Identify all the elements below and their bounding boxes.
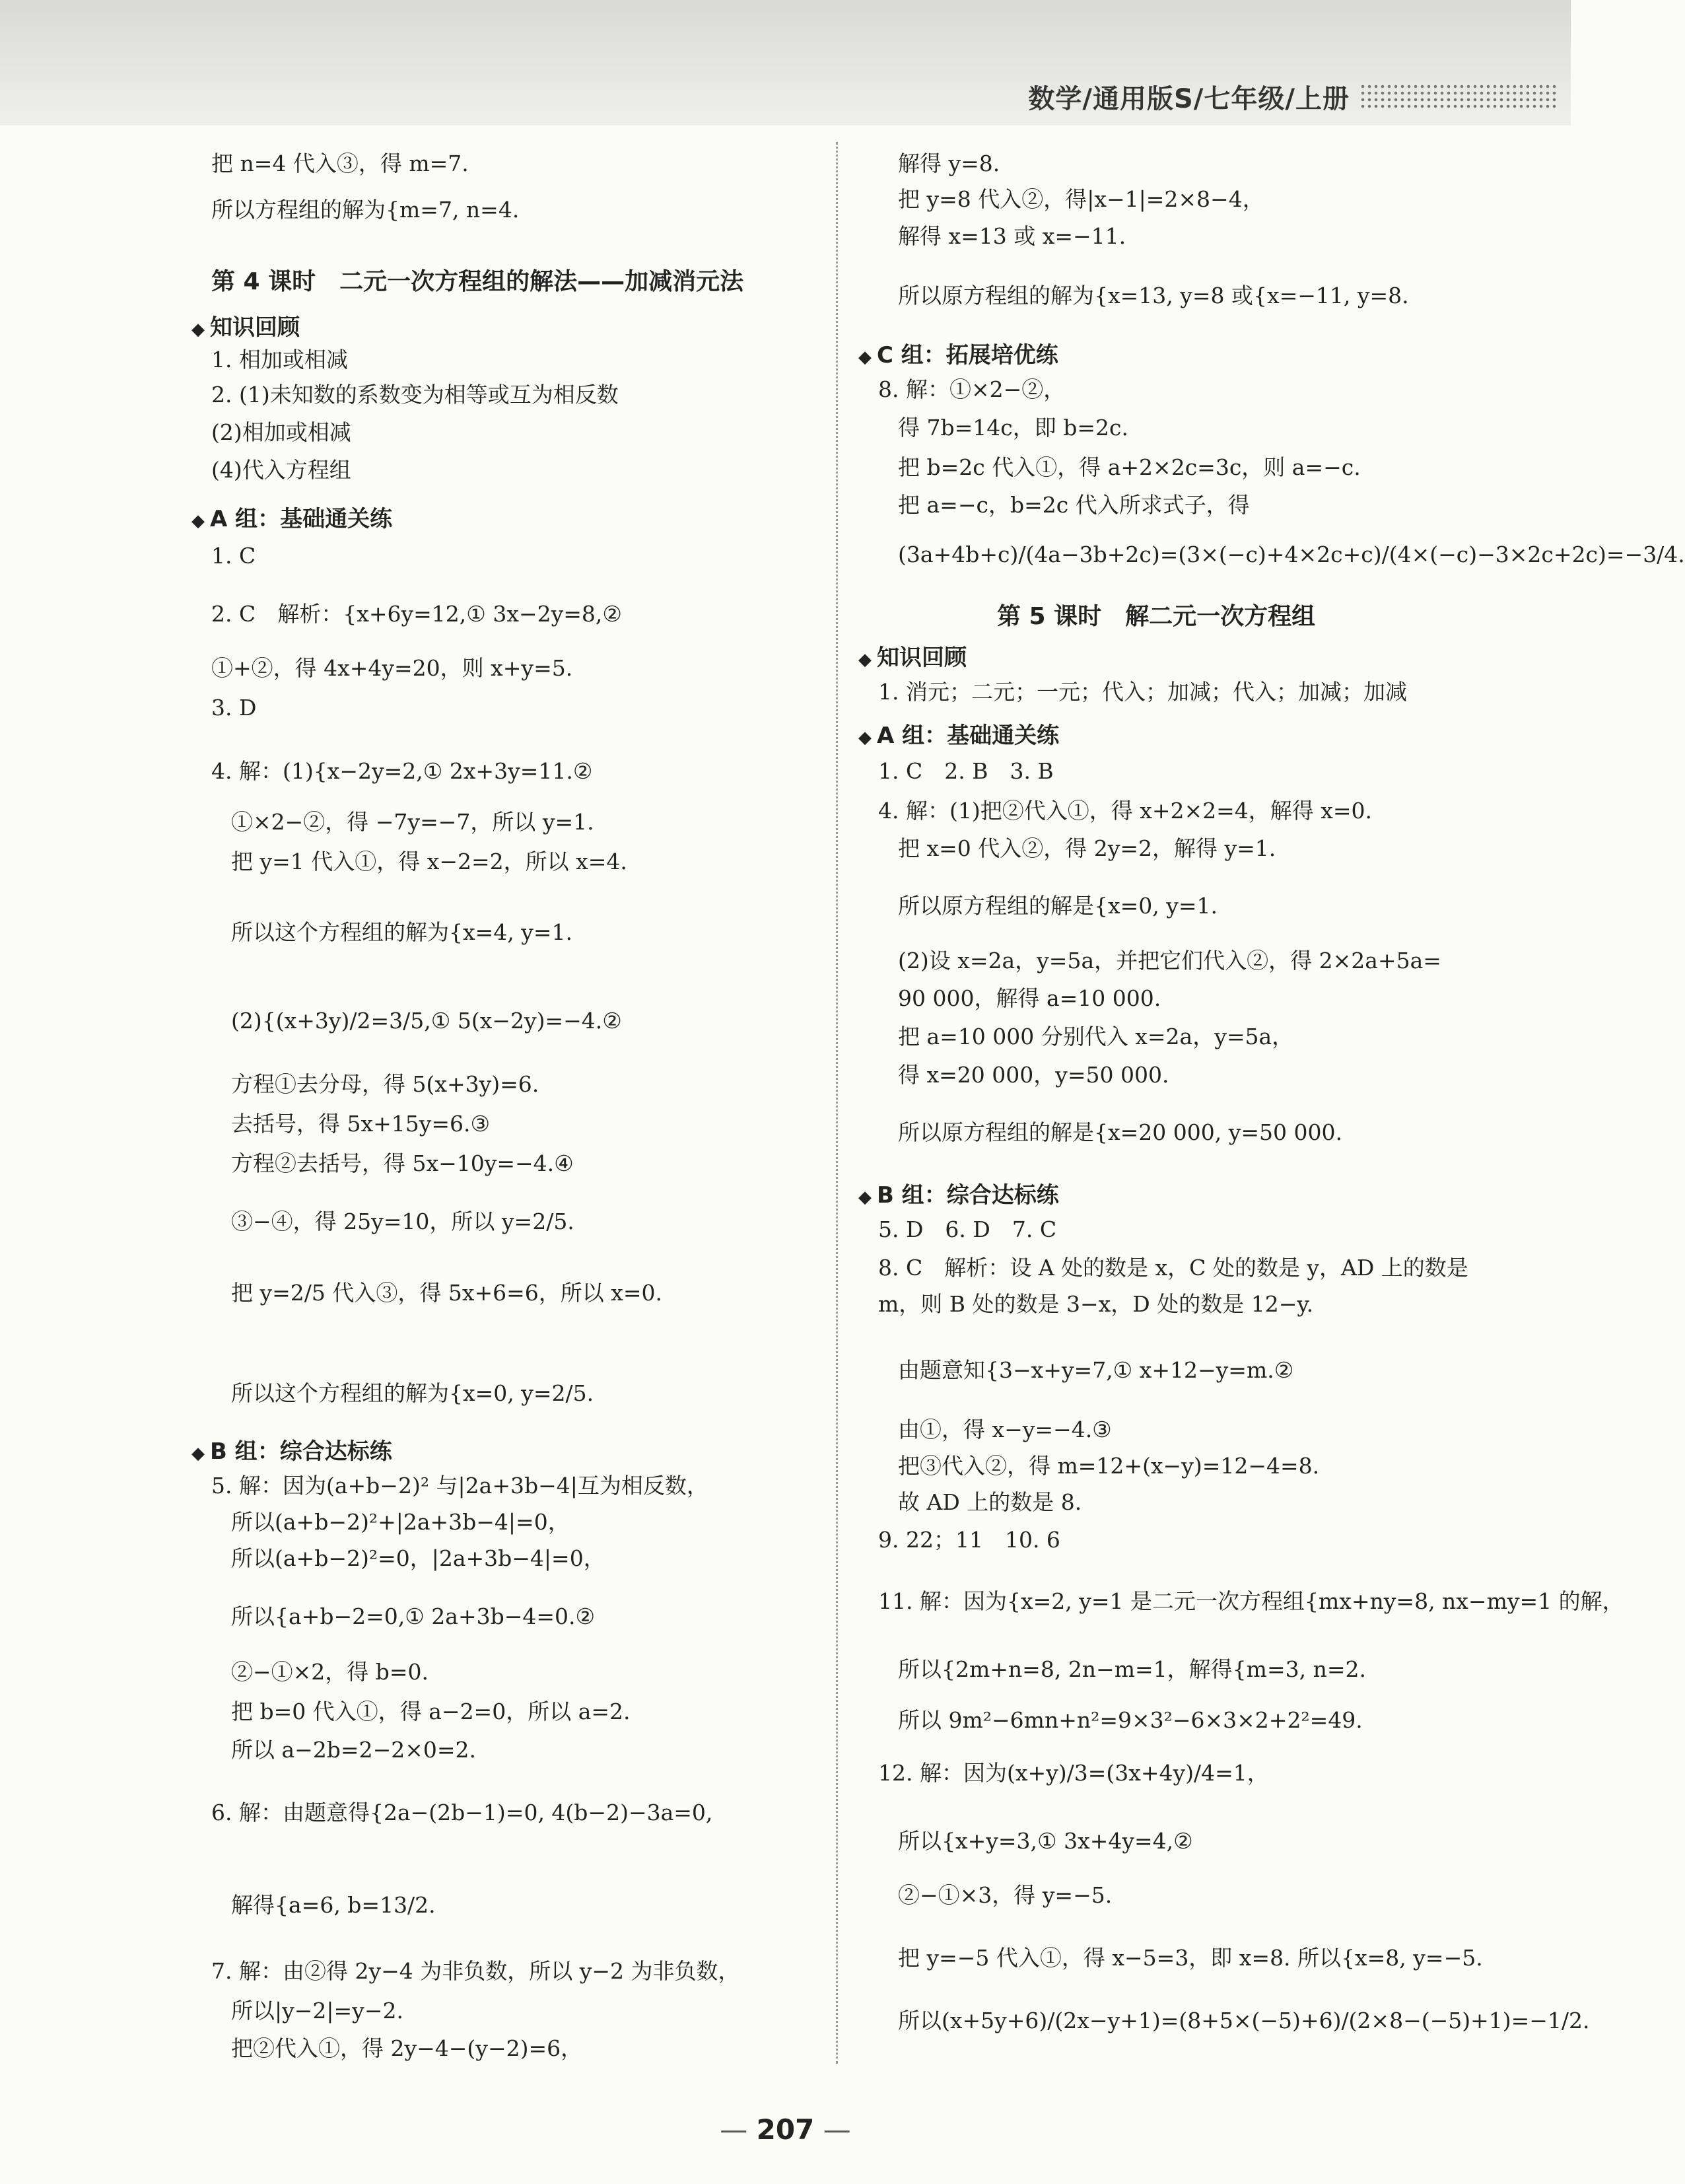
section-heading: ◆ A 组：基础通关练 [191,506,393,532]
text-line: 把 b=2c 代入①，得 a+2×2c=3c，则 a=−c. [898,454,1361,480]
text-line: 2. (1)未知数的系数变为相等或互为相反数 [211,382,619,407]
text-line: 由题意知{3−x+y=7,① x+12−y=m.② [898,1357,1294,1383]
text-line: 8. 解：①×2−②， [878,376,1066,402]
text-line: 所以{2m+n=8, 2n−m=1，解得{m=3, n=2. [898,1656,1366,1682]
text-line: 所以原方程组的解为{x=13, y=8 或{x=−11, y=8. [898,283,1409,308]
text-line: 所以|y−2|=y−2. [231,1998,403,2024]
text-line: 解得 x=13 或 x=−11. [898,223,1126,249]
text-line: 2. C 解析：{x+6y=12,① 3x−2y=8,② [211,601,622,627]
text-line: ①×2−②，得 −7y=−7，所以 y=1. [231,809,594,835]
page-number: — 207 — [0,2113,1571,2146]
text-line: 所以(a+b−2)²+|2a+3b−4|=0， [231,1509,570,1535]
text-line: 1. 相加或相减 [211,347,348,372]
text-line: 把 x=0 代入②，得 2y=2，解得 y=1. [898,835,1276,861]
text-line: 7. 解：由②得 2y−4 为非负数，所以 y−2 为非负数， [211,1958,740,1984]
text-line: (2)设 x=2a，y=5a，并把它们代入②，得 2×2a+5a= [898,948,1441,973]
text-line: 所以 a−2b=2−2×0=2. [231,1737,477,1763]
text-line: (2){(x+3y)/2=3/5,① 5(x−2y)=−4.② [231,1008,622,1034]
text-line: (4)代入方程组 [211,457,351,483]
text-line: 5. D 6. D 7. C [878,1216,1057,1242]
text-line: 把 n=4 代入③，得 m=7. [211,151,469,176]
text-line: 所以原方程组的解是{x=0, y=1. [898,893,1218,919]
column-divider [836,142,838,2064]
text-line: 去括号，得 5x+15y=6.③ [231,1111,491,1137]
section-heading: ◆ 知识回顾 [858,645,967,671]
diamond-icon: ◆ [191,320,205,339]
text-line: 所以{a+b−2=0,① 2a+3b−4=0.② [231,1603,596,1629]
text-line: ③−④，得 25y=10，所以 y=2/5. [231,1209,574,1234]
text-line: 所以原方程组的解是{x=20 000, y=50 000. [898,1119,1342,1145]
text-line: ②−①×2，得 b=0. [231,1659,429,1685]
text-line: 故 AD 上的数是 8. [898,1489,1082,1515]
section-heading: ◆ B 组：综合达标练 [858,1182,1059,1209]
text-line: 1. C [211,543,256,569]
text-line: 所以(a+b−2)²=0，|2a+3b−4|=0， [231,1545,605,1571]
text-line: 把 y=2/5 代入③，得 5x+6=6，所以 x=0. [231,1280,663,1306]
text-line: 4. 解：(1)把②代入①，得 x+2×2=4，解得 x=0. [878,798,1372,824]
text-line: 8. C 解析：设 A 处的数是 x，C 处的数是 y，AD 上的数是 [878,1255,1468,1281]
text-line: 5. 解：因为(a+b−2)² 与|2a+3b−4|互为相反数， [211,1473,708,1498]
text-line: 把 a=−c，b=2c 代入所求式子，得 [898,492,1250,518]
text-line: 所以 9m²−6mn+n²=9×3²−6×3×2+2²=49. [898,1707,1363,1733]
diamond-icon: ◆ [858,347,872,367]
text-line: 12. 解：因为(x+y)/3=(3x+4y)/4=1， [878,1760,1269,1786]
text-line: 方程①去分母，得 5(x+3y)=6. [231,1071,539,1097]
text-line: 所以这个方程组的解为{x=4, y=1. [231,919,573,945]
text-line: 3. D [211,695,257,721]
text-line: 所以这个方程组的解为{x=0, y=2/5. [231,1380,594,1406]
section-heading: ◆ B 组：综合达标练 [191,1438,392,1465]
text-line: 方程②去括号，得 5x−10y=−4.④ [231,1150,574,1176]
text-line: 把②代入①，得 2y−4−(y−2)=6， [231,2035,583,2061]
lesson-title: 第 4 课时 二元一次方程组的解法——加减消元法 [211,268,744,295]
header-decoration [1359,83,1558,108]
text-line: 解得{a=6, b=13/2. [231,1892,436,1918]
text-line: 得 x=20 000，y=50 000. [898,1062,1169,1088]
text-line: 4. 解：(1){x−2y=2,① 2x+3y=11.② [211,758,593,784]
lesson-title: 第 5 课时 解二元一次方程组 [997,603,1316,630]
section-heading: ◆ C 组：拓展培优练 [858,342,1058,369]
section-heading: ◆ 知识回顾 [191,314,300,341]
text-line: 由①，得 x−y=−4.③ [898,1417,1112,1442]
text-line: (3a+4b+c)/(4a−3b+2c)=(3×(−c)+4×2c+c)/(4×(−c)−3×2c+2c)=−3/4. [898,542,1685,567]
book-title: 数学/通用版S/七年级/上册 [1028,84,1350,114]
text-line: 所以(x+5y+6)/(2x−y+1)=(8+5×(−5)+6)/(2×8−(−5)+1)=−1/2. [898,2008,1590,2033]
text-line: 9. 22；11 10. 6 [878,1527,1060,1553]
text-line: 把 y=8 代入②，得|x−1|=2×8−4， [898,186,1264,212]
diamond-icon: ◆ [858,728,872,748]
diamond-icon: ◆ [858,1187,872,1207]
text-line: 得 7b=14c，即 b=2c. [898,415,1128,440]
text-line: m，则 B 处的数是 3−x，D 处的数是 12−y. [878,1291,1314,1317]
text-line: 11. 解：因为{x=2, y=1 是二元一次方程组{mx+ny=8, nx−my=1 的解， [878,1588,1624,1614]
text-line: ②−①×3，得 y=−5. [898,1882,1113,1908]
text-line: 把③代入②，得 m=12+(x−y)=12−4=8. [898,1453,1320,1479]
text-line: 解得 y=8. [898,151,1000,176]
text-line: 把 b=0 代入①，得 a−2=0，所以 a=2. [231,1699,631,1724]
text-line: ①+②，得 4x+4y=20，则 x+y=5. [211,655,573,681]
text-line: 1. C 2. B 3. B [878,758,1054,784]
text-line: 把 a=10 000 分别代入 x=2a，y=5a， [898,1024,1294,1049]
diamond-icon: ◆ [858,650,872,670]
diamond-icon: ◆ [191,1444,205,1463]
text-line: 把 y=1 代入①，得 x−2=2，所以 x=4. [231,849,627,874]
diamond-icon: ◆ [191,511,205,531]
text-line: 所以方程组的解为{m=7, n=4. [211,197,520,223]
text-line: 6. 解：由题意得{2a−(2b−1)=0, 4(b−2)−3a=0, [211,1800,713,1825]
text-line: 所以{x+y=3,① 3x+4y=4,② [898,1828,1193,1854]
text-line: 把 y=−5 代入①，得 x−5=3，即 x=8. 所以{x=8, y=−5. [898,1945,1483,1971]
text-line: (2)相加或相减 [211,419,351,445]
text-line: 1. 消元；二元；一元；代入；加减；代入；加减；加减 [878,679,1407,705]
section-heading: ◆ A 组：基础通关练 [858,722,1060,749]
text-line: 90 000，解得 a=10 000. [898,985,1161,1011]
